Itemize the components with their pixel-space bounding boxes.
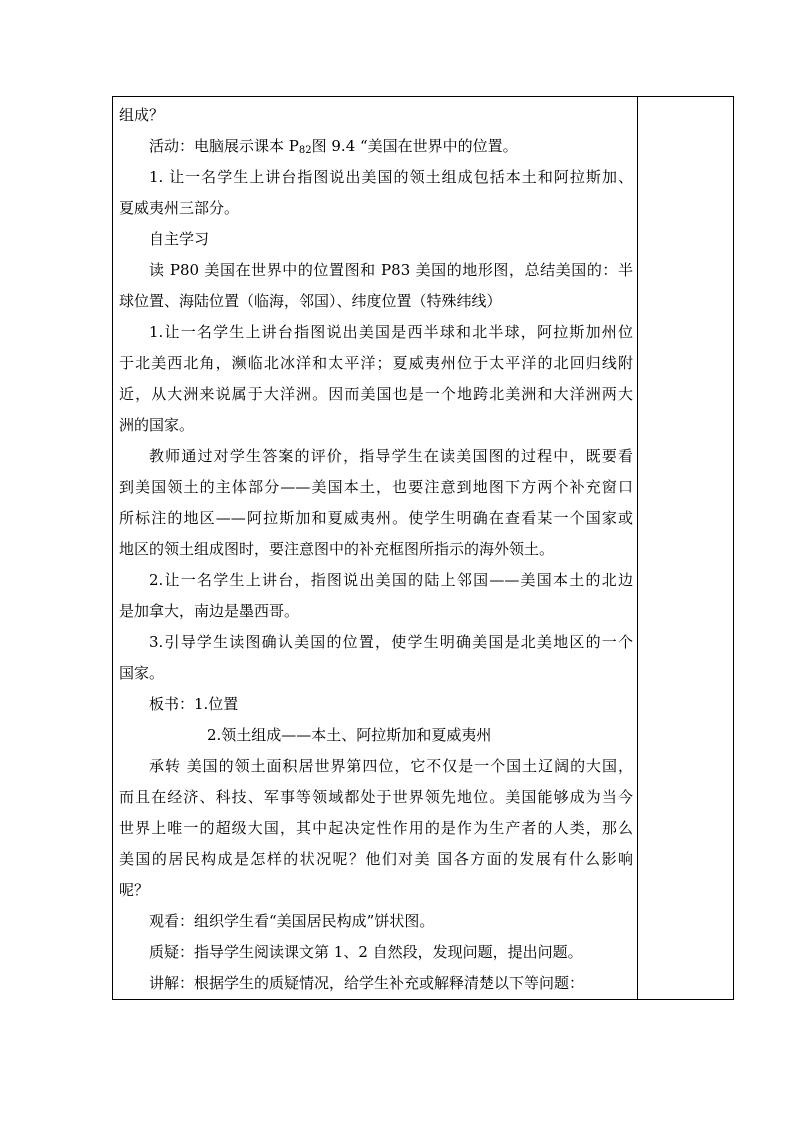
text-line: 于北美西北角，濒临北冰洋和太平洋；夏威夷州位于太平洋的北回归线附 (119, 354, 633, 372)
section-heading: 自主学习 (149, 230, 210, 248)
text-line: 到美国领土的主体部分——美国本土，也要注意到地图下方两个补充窗口 (119, 478, 633, 496)
text-line: 呢？ (119, 881, 150, 899)
lesson-content-cell (119, 100, 633, 999)
activity-text: 活动：电脑展示课本 P (149, 137, 299, 155)
text-line: 质疑：指导学生阅读课文第 1、2 自然段，发现问题，提出问题。 (149, 943, 583, 961)
page-subscript: 82 (298, 145, 312, 156)
text-line: 地区的领土组成图时，要注意图中的补充框图所指示的海外领土。 (119, 540, 555, 558)
text-line: 1. 让一名学生上讲台指图说出美国的领土组成包括本土和阿拉斯加、 (149, 168, 633, 186)
text-line: 美国的居民构成是怎样的状况呢？他们对美 国各方面的发展有什么影响 (119, 850, 633, 868)
text-line: 承转 美国的领土面积居世界第四位，它不仅是一个国土辽阔的大国， (149, 757, 633, 775)
text-line: 教师通过对学生答案的评价，指导学生在读美国图的过程中，既要看 (149, 447, 633, 465)
text-line: 1.让一名学生上讲台指图说出美国是西半球和北半球，阿拉斯加州位 (149, 323, 633, 341)
text-line: 洲的国家。 (119, 416, 195, 434)
text-line: 是加拿大，南边是墨西哥。 (119, 602, 300, 620)
text-line (119, 131, 633, 162)
text-line: 观看：组织学生看“美国居民构成”饼状图。 (149, 912, 435, 930)
text-line: 组成？ (119, 106, 165, 124)
text-line: 读 P80 美国在世界中的位置图和 P83 美国的地形图，总结美国的：半 (149, 261, 633, 279)
text-line: 所标注的地区——阿拉斯加和夏威夷州。使学生明确在查看某一个国家或 (119, 509, 633, 527)
activity-text-cont: 图 9.4 “美国在世界中的位置。 (311, 137, 518, 155)
board-notes-1: 板书：1.位置 (149, 695, 239, 713)
text-line: 讲解：根据学生的质疑情况，给学生补充或解释清楚以下等问题： (149, 974, 585, 992)
text-line: 2.让一名学生上讲台，指图说出美国的陆上邻国——美国本土的北边 (149, 571, 633, 589)
text-line: 世界上唯一的超级大国，其中起决定性作用的是作为生产者的人类，那么 (119, 819, 633, 837)
text-line: 3.引导学生读图确认美国的位置，使学生明确美国是北美地区的一个 (149, 633, 633, 651)
lesson-plan-table (112, 96, 734, 1000)
text-line: 而且在经济、科技、军事等领域都处于世界领先地位。美国能够成为当今 (119, 788, 633, 806)
text-line: 球位置、海陆位置（临海，邻国）、纬度位置（特殊纬线） (119, 292, 502, 310)
text-line: 近，从大洲来说属于大洋洲。因而美国也是一个地跨北美洲和大洋洲两大 (119, 385, 633, 403)
column-divider (637, 97, 638, 999)
board-notes-2: 2.领土组成——本土、阿拉斯加和夏威夷州 (207, 726, 492, 744)
text-line: 国家。 (119, 664, 165, 682)
text-line: 夏威夷州三部分。 (119, 199, 240, 217)
